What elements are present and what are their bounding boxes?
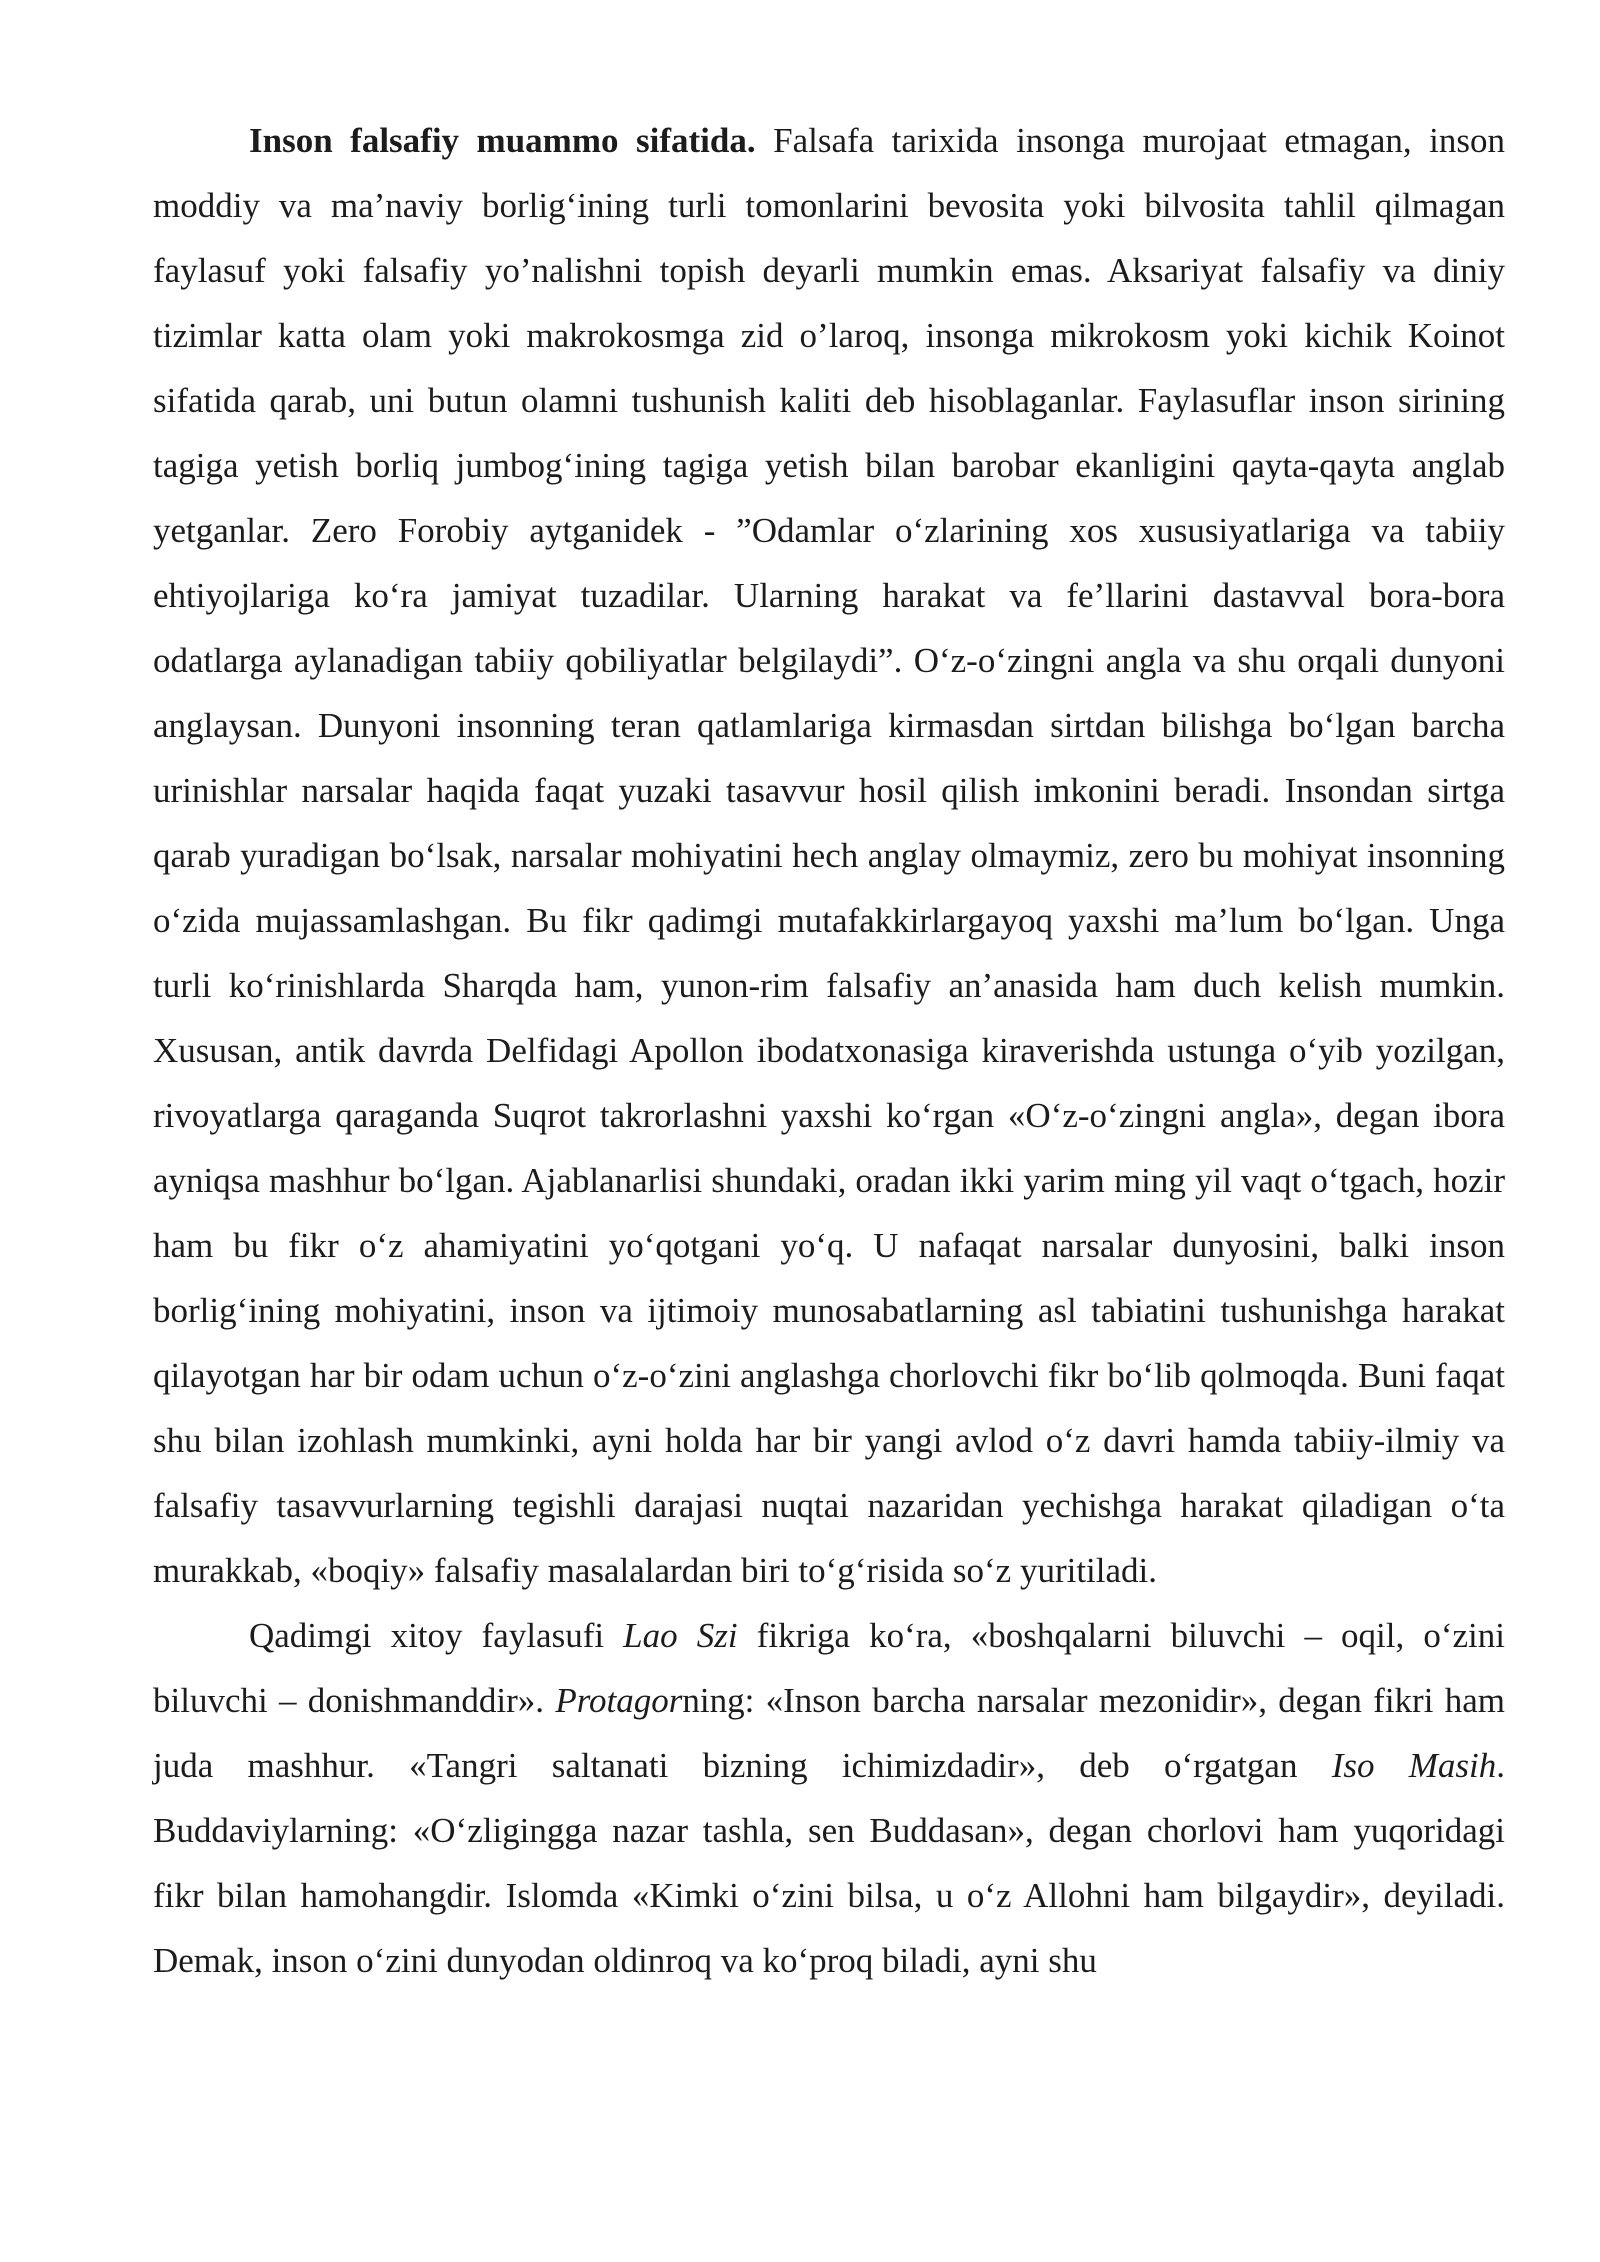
paragraph-1-body: Falsafa tarixida insonga murojaat etmagan, inson moddiy va ma’naviy borlig‘ining turli tomonlarini bevosita yoki bilvosita tahlil qilmagan faylasuf yoki falsafiy yo’nalishni topish deyarli mumkin emas. Aksariyat falsafiy va diniy tizimlar katta olam yoki makrokosmga zid o’laroq, insonga mikrokosm yoki kichik Koinot sifatida qarab, uni butun olamni tushunish kaliti deb hisoblaganlar. Faylasuflar inson sirining tagiga yetish borliq jumbog‘ining tagiga yetish bilan barobar ekanligini qayta-qayta anglab yetganlar. Zero Forobiy aytganidek - ”Odamlar o‘zlarining xos xususiyatlariga va tabiiy ehtiyojlariga ko‘ra jamiyat tuzadilar. Ularning harakat va fe’llarini dastavval bora-bora odatlarga aylanadigan tabiiy qobiliyatlar belgilaydi”. O‘z-o‘zingni angla va shu orqali dunyoni anglaysan. Dunyoni insonning teran qatlamlariga kirmasdan sirtdan bilishga bo‘lgan barcha urinishlar narsalar haqida faqat yuzaki tasavvur hosil qilish imkonini beradi. Insondan sirtga qarab yuradigan bo‘lsak, narsalar mohiyatini hech anglay olmaymiz, zero bu mohiyat insonning o‘zida mujassamlashgan. Bu fikr qadimgi mutafakkirlargayoq yaxshi ma’lum bo‘lgan. Unga turli ko‘rinishlarda Sharqda ham, yunon-rim falsafiy an’anasida ham duch kelish mumkin. Xususan, antik davrda Delfidagi Apollon ibodatxonasiga kiraverishda ustunga o‘yib yozilgan, rivoyatlarga qaraganda Suqrot takrorlashni yaxshi ko‘rgan «O‘z-o‘zingni angla», degan ibora ayniqsa mashhur bo‘lgan. Ajablanarlisi shundaki, oradan ikki yarim ming yil vaqt o‘tgach, hozir ham bu fikr o‘z ahamiyatini yo‘qotgani yo‘q. U nafaqat narsalar dunyosini, balki inson borlig‘ining mohiyatini, inson va ijtimoiy munosabatlarning asl tabiatini tushunishga harakat qilayotgan har bir odam uchun o‘z-o‘zini anglashga chorlovchi fikr bo‘lib qolmoqda. Buni faqat shu bilan izohlash mumkinki, ayni holda har bir yangi avlod o‘z davri hamda tabiiy-ilmiy va falsafiy tasavvurlarning tegishli darajasi nuqtai nazaridan yechishga harakat qiladigan o‘ta murakkab, «boqiy» falsafiy masalalardan biri to‘g‘risida so‘z yuritiladi. — [153, 121, 1506, 1590]
paragraph-2 — [153, 1603, 1505, 1993]
name-lao-szi: Lao Szi — [623, 1616, 738, 1655]
name-protagor: Protagor — [555, 1681, 683, 1720]
section-heading: Inson falsafiy muammo sifatida. — [249, 121, 756, 160]
paragraph-2-text-4: . Buddaviylarning: «O‘zligingga nazar tashla, sen Buddasan», degan chorlovi ham yuqoridagi fikr bilan hamohangdir. Islomda «Kimki o‘zini bilsa, u o‘z Allohni ham bilgaydir», deyiladi. Demak, inson o‘zini dunyodan oldinroq va ko‘proq biladi, ayni shu — [153, 1746, 1505, 1980]
document-page — [153, 108, 1505, 1993]
paragraph-2-text-1: Qadimgi xitoy faylasufi — [249, 1616, 624, 1655]
paragraph-2-text-2: fikriga ko‘ra, «boshqalarni biluvchi – oqil, o‘zini biluvchi – donishmanddir». — [153, 1616, 1505, 1720]
paragraph-1 — [153, 108, 1505, 1603]
paragraph-2-text-3: ning: «Inson barcha narsalar mezonidir», degan fikri ham juda mashhur. «Tangri saltanati bizning ichimizdadir», deb o‘rgatgan — [153, 1681, 1505, 1785]
name-iso-masih: Iso Masih — [1331, 1746, 1497, 1785]
